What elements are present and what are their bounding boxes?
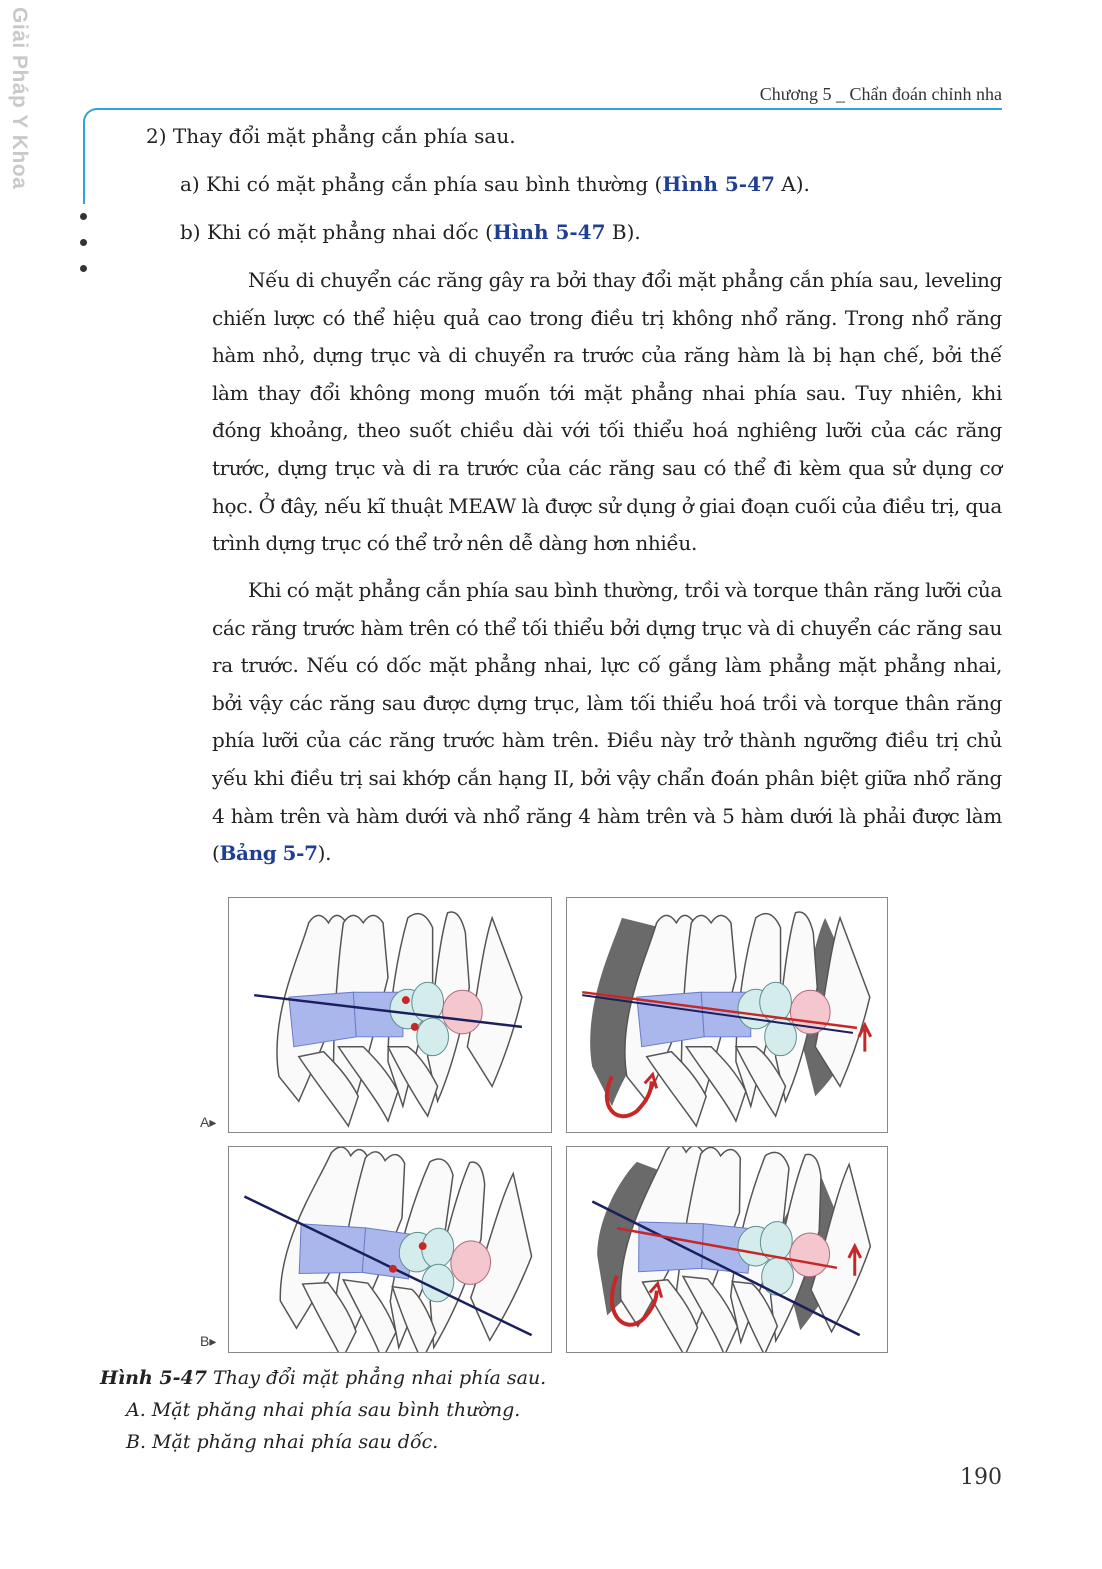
figure-panel-b-right bbox=[566, 1146, 888, 1353]
bullet-dot bbox=[80, 239, 87, 246]
caption-b: B. Mặt phăng nhai phía sau dốc. bbox=[126, 1431, 439, 1453]
header-rule bbox=[96, 108, 1002, 110]
bullet-dot bbox=[80, 213, 87, 220]
side-watermark: Giải Pháp Y Khoa bbox=[8, 7, 31, 190]
figure-panel-a-right bbox=[566, 897, 888, 1133]
header-corner bbox=[83, 108, 99, 124]
caption-title: Hình 5-47 bbox=[100, 1367, 207, 1389]
paragraph-2 bbox=[212, 572, 1002, 873]
paragraph-1: Nếu di chuyển các răng gây ra bởi thay đổi mặt phẳng cắn phía sau, leveling chiến lược có thể hiệu quả cao trong điều trị không nhổ răng. Trong nhổ răng hàm nhỏ, dựng trục và di chuyển ra trước của răng hàm là bị hạn chế, bởi thế làm thay đổi không mong muốn tới mặt phẳng nhai phía sau. Tuy nhiên, khi đóng khoảng, theo suốt chiều dài với tối thiểu hoá nghiêng lưỡi của các răng trước, dựng trục và di ra trước của các răng sau có thể đi kèm qua sử dụng cơ học. Ở đây, nếu kĩ thuật MEAW là được sử dụng ở giai đoạn cuối của điều trị, qua trình dựng trục có thể trở nên dễ dàng hơn nhiều. bbox=[212, 268, 1002, 556]
running-header: Chương 5 _ Chẩn đoán chỉnh nha bbox=[759, 84, 1002, 104]
figure-ref-link[interactable]: Hình 5-47 bbox=[492, 220, 606, 244]
teeth-illustration bbox=[229, 1147, 551, 1352]
caption-a: A. Mặt phăng nhai phía sau bình thường. bbox=[126, 1399, 521, 1421]
list-item-a-suffix: A). bbox=[774, 172, 810, 196]
list-item-b bbox=[180, 218, 641, 246]
teeth-illustration bbox=[229, 898, 551, 1132]
table-ref-link[interactable]: Bảng 5-7 bbox=[219, 841, 318, 866]
teeth-illustration bbox=[567, 1147, 887, 1352]
figure-panel-b-left bbox=[228, 1146, 552, 1353]
paragraph-2-text: Khi có mặt phẳng cắn phía sau bình thường, trồi và torque thân răng lưỡi của các răng trước hàm trên có thể tối thiểu bởi dựng trục và di chuyển các răng sau ra trước. Nếu có dốc mặt phẳng nhai, lực cố gắng làm phẳng mặt phẳng nhai, bởi vậy các răng sau được dựng trục, làm tối thiểu hoá trồi và torque thân răng phía lưỡi của các răng trước hàm trên. Điều này trở thành ngưỡng điều trị chủ yếu khi điều trị sai khớp cắn hạng II, bởi vậy chẩn đoán phân biệt giữa nhổ răng 4 hàm trên và hàm dưới và nhổ răng 4 hàm trên và 5 hàm dưới là phải được làm ( bbox=[212, 578, 1002, 866]
figure-panel-a-left bbox=[228, 897, 552, 1133]
bullet-dot bbox=[80, 265, 87, 272]
teeth-illustration bbox=[567, 898, 887, 1132]
header-vertical-rule bbox=[83, 122, 85, 204]
list-item-b-text: b) Khi có mặt phẳng nhai dốc ( bbox=[180, 220, 493, 244]
panel-label-a: A▸ bbox=[200, 1114, 217, 1130]
list-item-a bbox=[180, 170, 810, 198]
caption-text: Thay đổi mặt phẳng nhai phía sau. bbox=[206, 1367, 547, 1389]
panel-label-b: B▸ bbox=[200, 1333, 217, 1349]
list-item-a-text: a) Khi có mặt phẳng cắn phía sau bình thường ( bbox=[180, 172, 663, 196]
figure-ref-link[interactable]: Hình 5-47 bbox=[662, 172, 775, 196]
figure-caption bbox=[100, 1362, 546, 1394]
list-item-b-suffix: B). bbox=[605, 220, 641, 244]
paragraph-2-end: ). bbox=[317, 841, 332, 866]
page-number: 190 bbox=[960, 1465, 1002, 1490]
list-item-2: 2) Thay đổi mặt phẳng cắn phía sau. bbox=[146, 124, 516, 148]
